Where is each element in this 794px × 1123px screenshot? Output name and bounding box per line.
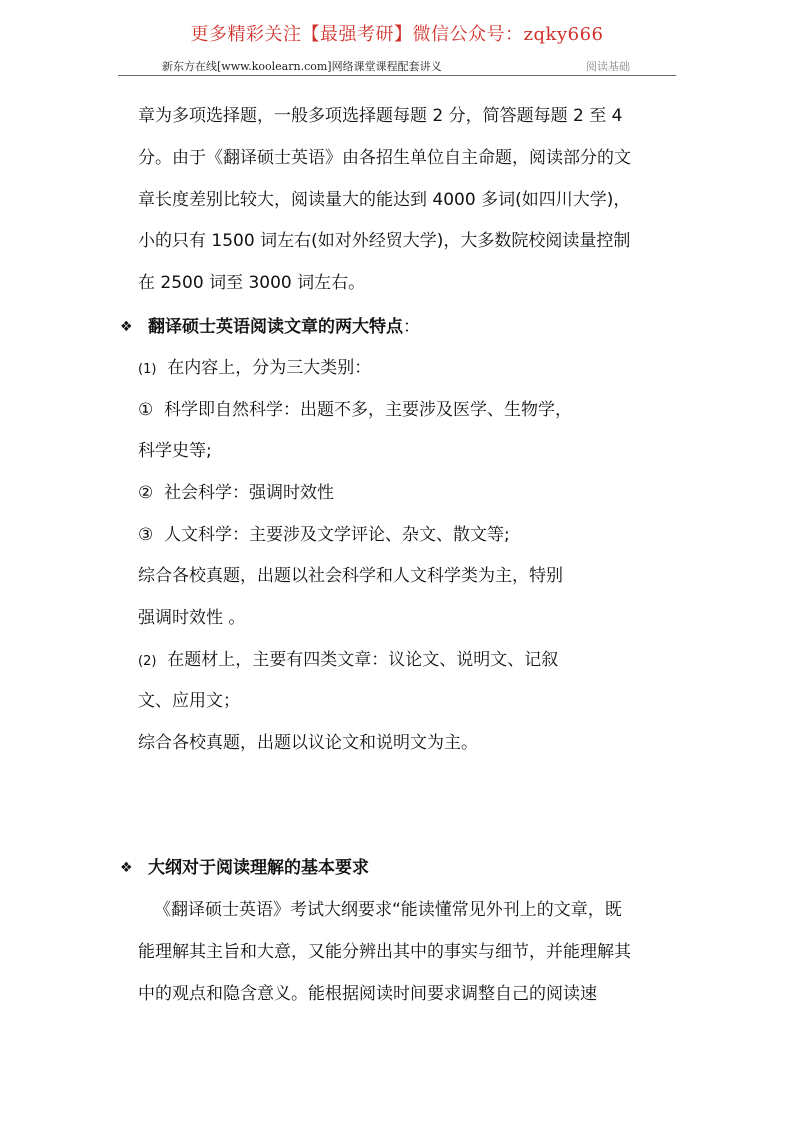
promo-banner: 更多精彩关注【最强考研】微信公众号：zqky666 xyxy=(190,24,604,45)
section2-heading: 大纲对于阅读理解的基本要求 xyxy=(148,858,369,878)
section1-heading-colon: ： xyxy=(403,317,420,337)
paragraph1-line-3: 章长度差别比较大，阅读量大的能达到 4000 多词(如四川大学)， xyxy=(138,190,631,210)
section2-line-1: 《翻译硕士英语》考试大纲要求“能读懂常见外刊上的文章，既 xyxy=(154,900,622,920)
header-section-title: 阅读基础 xyxy=(586,60,630,73)
item-1-text: 科学即自然科学：出题不多，主要涉及医学、生物学， xyxy=(164,400,573,420)
header-divider xyxy=(118,75,676,76)
summary1-line-2: 强调时效性 。 xyxy=(138,608,246,628)
section1-heading-text: 翻译硕士英语阅读文章的两大特点 xyxy=(148,317,403,337)
section2-line-3: 中的观点和隐含意义。能根据阅读时间要求调整自己的阅读速 xyxy=(138,984,597,1004)
item-3 xyxy=(138,523,510,547)
paragraph1-line-4: 小的只有 1500 词左右(如对外经贸大学)，大多数院校阅读量控制 xyxy=(138,231,631,251)
item-1-continuation: 科学史等; xyxy=(138,441,212,461)
diamond-bullet-icon: ❖ xyxy=(120,860,133,876)
item-3-number: ③ xyxy=(138,525,154,545)
item-2-number: ② xyxy=(138,483,154,503)
sub1-number: (1) xyxy=(138,362,157,377)
paragraph1-line-2: 分。由于《翻译硕士英语》由各招生单位自主命题，阅读部分的文 xyxy=(138,148,631,168)
section1-heading xyxy=(148,315,420,339)
paragraph1-line-1: 章为多项选择题，一般多项选择题每题 2 分，简答题每题 2 至 4 xyxy=(138,106,623,126)
section2-line-2: 能理解其主旨和大意，又能分辨出其中的事实与细节，并能理解其 xyxy=(138,942,631,962)
sub1-text: 在内容上，分为三大类别： xyxy=(167,358,372,378)
item-2-text: 社会科学：强调时效性 xyxy=(164,483,335,503)
paragraph1-line-5: 在 2500 词至 3000 词左右。 xyxy=(138,273,366,293)
header-course-title: 新东方在线[www.koolearn.com]网络课堂课程配套讲义 xyxy=(162,60,442,73)
item-1 xyxy=(138,398,572,422)
sub2-continuation: 文、应用文； xyxy=(138,691,240,711)
section1-sub2 xyxy=(138,648,558,674)
item-3-text: 人文科学：主要涉及文学评论、杂文、散文等; xyxy=(164,525,510,545)
sub2-number: (2) xyxy=(138,654,157,669)
summary2: 综合各校真题，出题以议论文和说明文为主。 xyxy=(138,733,478,753)
item-1-number: ① xyxy=(138,400,154,420)
section1-sub1 xyxy=(138,356,371,382)
item-2 xyxy=(138,481,334,505)
sub2-text: 在题材上，主要有四类文章：议论文、说明文、记叙 xyxy=(167,650,559,670)
summary1-line-1: 综合各校真题，出题以社会科学和人文科学类为主，特别 xyxy=(138,566,563,586)
diamond-bullet-icon: ❖ xyxy=(120,319,133,335)
